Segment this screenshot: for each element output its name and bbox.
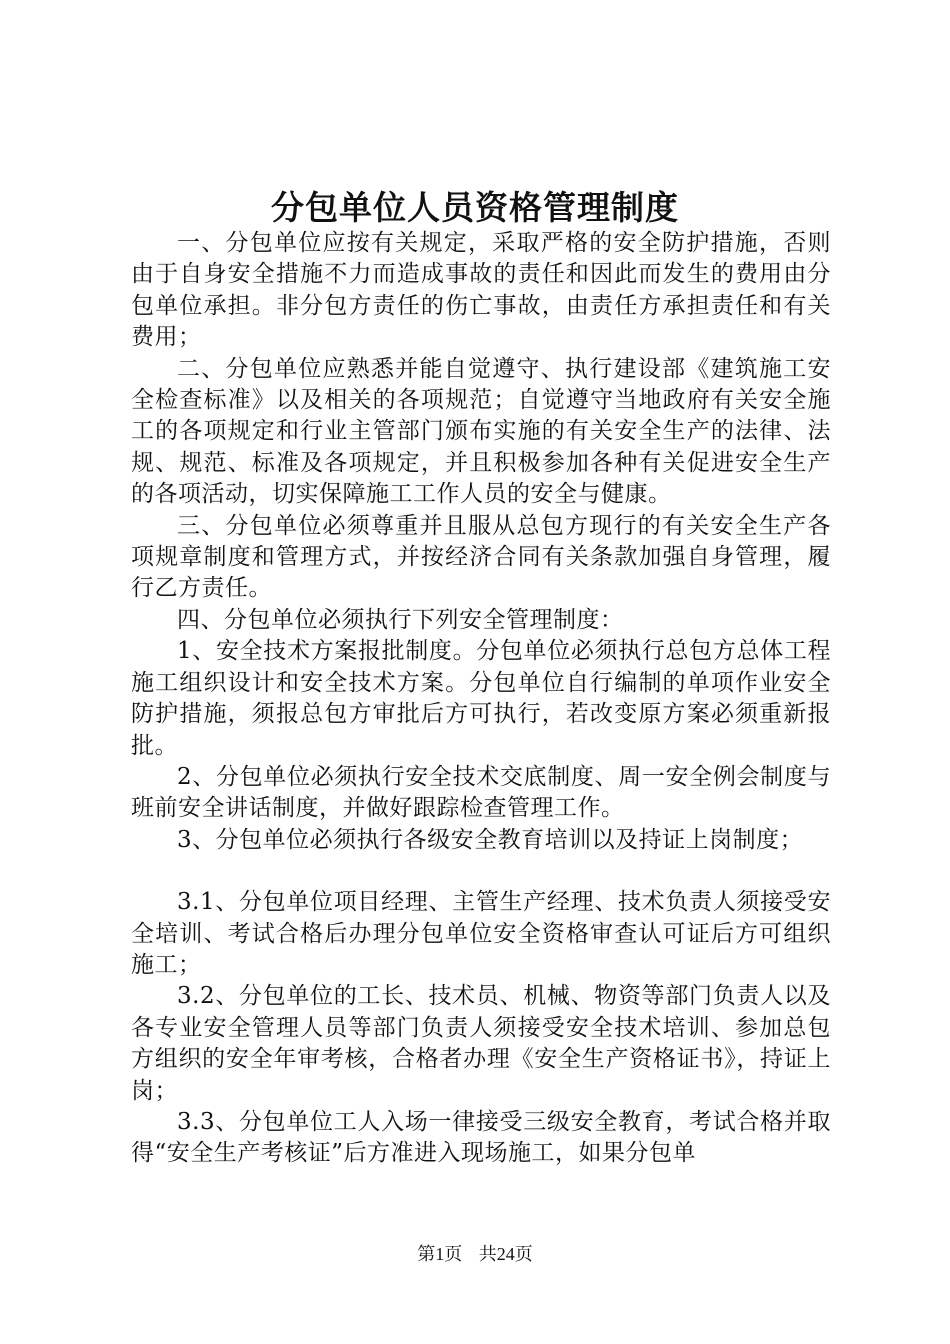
paragraph-2: 二、分包单位应熟悉并能自觉遵守、执行建设部《建筑施工安全检查标准》以及相关的各项规范；自觉遵守当地政府有关安全施工的各项规定和行业主管部门颁布实施的有关安全生产的法律、法规、规范、标准及各项规定，并且积极参加各种有关促进安全生产的各项活动，切实保障施工工作人员的安全与健康。 [131, 355, 831, 508]
paragraph-8: 3.1、分包单位项目经理、主管生产经理、技术负责人须接受安全培训、考试合格后办理分包单位安全资格审查认可证后方可组织施工； [131, 889, 831, 978]
document-title: 分包单位人员资格管理制度 [271, 188, 679, 227]
paragraph-9: 3.2、分包单位的工长、技术员、机械、物资等部门负责人以及各专业安全管理人员等部门负责人须接受安全技术培训、参加总包方组织的安全年审考核，合格者办理《安全生产资格证书》，持证上岗； [131, 983, 831, 1104]
page-number: 第1页 [417, 1244, 463, 1264]
paragraph-7: 3、分包单位必须执行各级安全教育培训以及持证上岗制度； [177, 826, 804, 853]
paragraph-4: 四、分包单位必须执行下列安全管理制度： [177, 606, 624, 633]
total-pages: 共24页 [478, 1244, 533, 1264]
paragraph-5: 1、安全技术方案报批制度。分包单位必须执行总包方总体工程施工组织设计和安全技术方案。分包单位自行编制的单项作业安全防护措施，须报总包方审批后方可执行，若改变原方案必须重新报批。 [131, 638, 831, 759]
page-footer [0, 1242, 950, 1266]
paragraph-1: 一、分包单位应按有关规定，采取严格的安全防护措施，否则由于自身安全措施不力而造成事故的责任和因此而发生的费用由分包单位承担。非分包方责任的伤亡事故，由责任方承担责任和有关费用； [131, 230, 831, 351]
paragraph-10: 3.3、分包单位工人入场一律接受三级安全教育，考试合格并取得“安全生产考核证”后方准进入现场施工，如果分包单 [131, 1108, 831, 1167]
document-body [131, 228, 831, 1170]
paragraph-6: 2、分包单位必须执行安全技术交底制度、周一安全例会制度与班前安全讲话制度，并做好跟踪检查管理工作。 [131, 763, 831, 822]
paragraph-3: 三、分包单位必须尊重并且服从总包方现行的有关安全生产各项规章制度和管理方式，并按经济合同有关条款加强自身管理，履行乙方责任。 [131, 512, 831, 602]
